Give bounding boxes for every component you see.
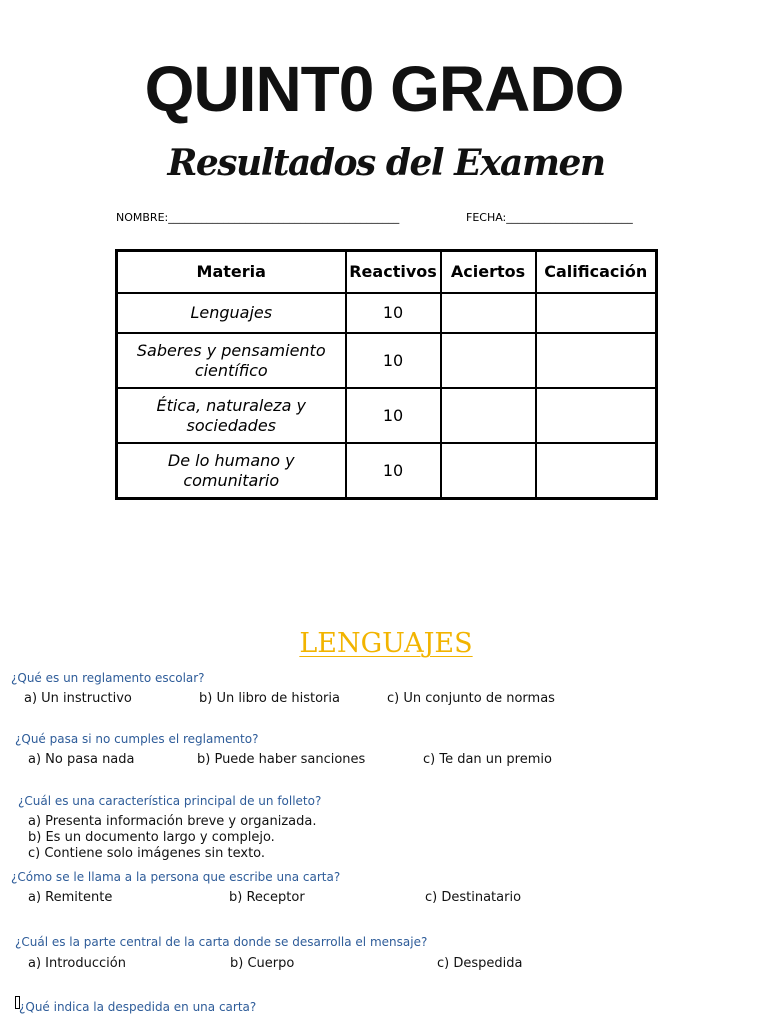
fecha-field: FECHA:_______________________: [466, 211, 633, 224]
question-4-option-a: a) Remitente: [28, 890, 113, 905]
aciertos-cell: [441, 388, 536, 443]
question-1-option-c: c) Un conjunto de normas: [387, 691, 555, 706]
reactivos-cell: 10: [346, 333, 441, 388]
header-reactivos: Reactivos: [346, 251, 441, 294]
materia-cell: Saberes y pensamiento científico: [117, 333, 346, 388]
aciertos-cell: [441, 443, 536, 499]
table-row: [117, 388, 657, 443]
question-3-option-a: a) Presenta información breve y organizada.: [28, 814, 317, 829]
results-table: [115, 249, 658, 500]
question-6: ¿Qué indica la despedida en una carta?: [19, 1000, 257, 1014]
question-4-option-c: c) Destinatario: [425, 890, 522, 905]
section-heading: LENGUAJES: [299, 628, 473, 659]
question-2-option-b: b) Puede haber sanciones: [197, 752, 366, 767]
calificacion-cell: [536, 333, 657, 388]
calificacion-cell: [536, 293, 657, 333]
reactivos-cell: 10: [346, 293, 441, 333]
question-3-option-b: b) Es un documento largo y complejo.: [28, 830, 275, 845]
question-1-option-b: b) Un libro de historia: [199, 691, 340, 706]
materia-cell: Ética, naturaleza y sociedades: [117, 388, 346, 443]
page-subtitle: Resultados del Examen: [167, 142, 605, 184]
table-row: [117, 333, 657, 388]
aciertos-cell: [441, 333, 536, 388]
question-5: ¿Cuál es la parte central de la carta donde se desarrolla el mensaje?: [15, 935, 428, 949]
question-2-option-a: a) No pasa nada: [28, 752, 135, 767]
nombre-field: NOMBRE:__________________________________________: [116, 211, 400, 224]
question-3-option-c: c) Contiene solo imágenes sin texto.: [28, 846, 266, 861]
materia-cell: Lenguajes: [117, 293, 346, 333]
question-2-option-c: c) Te dan un premio: [423, 752, 552, 767]
table-row: [117, 443, 657, 499]
reactivos-cell: 10: [346, 443, 441, 499]
question-5-option-c: c) Despedida: [437, 956, 523, 971]
question-1: ¿Qué es un reglamento escolar?: [11, 671, 205, 685]
table-row: [117, 293, 657, 333]
question-4: ¿Cómo se le llama a la persona que escribe una carta?: [11, 870, 341, 884]
reactivos-cell: 10: [346, 388, 441, 443]
question-3: ¿Cuál es una característica principal de un folleto?: [18, 794, 322, 808]
question-5-option-a: a) Introducción: [28, 956, 126, 971]
page-title: QUINT0 GRADO: [144, 53, 624, 125]
materia-cell: De lo humano y comunitario: [117, 443, 346, 499]
question-5-option-b: b) Cuerpo: [230, 956, 295, 971]
header-aciertos: Aciertos: [441, 251, 536, 294]
aciertos-cell: [441, 293, 536, 333]
calificacion-cell: [536, 388, 657, 443]
question-2: ¿Qué pasa si no cumples el reglamento?: [15, 732, 259, 746]
header-calificacion: Calificación: [536, 251, 657, 294]
question-1-option-a: a) Un instructivo: [24, 691, 132, 706]
question-4-option-b: b) Receptor: [229, 890, 305, 905]
calificacion-cell: [536, 443, 657, 499]
table-header-row: [117, 251, 657, 294]
header-materia: Materia: [117, 251, 346, 294]
